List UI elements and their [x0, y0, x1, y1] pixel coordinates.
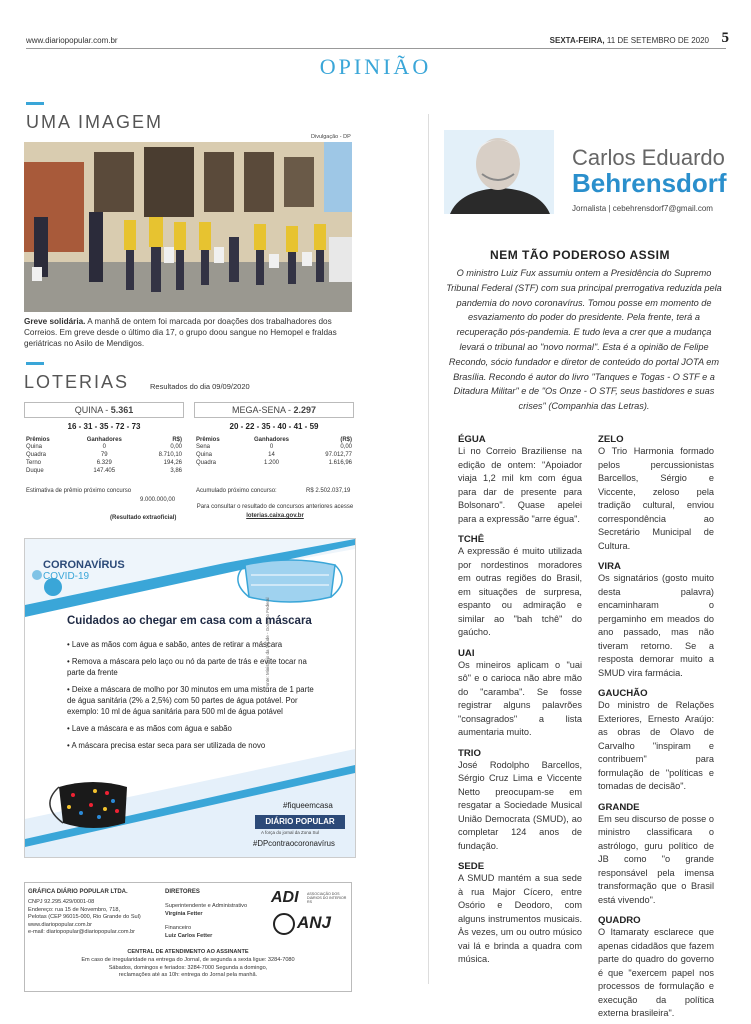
covid-heading: Cuidados ao chegar em casa com a máscara	[67, 615, 312, 627]
header-rule	[26, 48, 726, 49]
note-body: Do ministro de Relações Exteriores, Ernesto Araújo: as obras de Olavo de Carvalho "inspiram e contribuem" para formulação de "políticas e tomadas de decisão".	[598, 700, 714, 791]
note-heading: SEDE	[458, 861, 485, 872]
note	[458, 748, 582, 854]
result-note: (Resultado extraoficial)	[110, 515, 177, 521]
cell: 3,86	[170, 468, 182, 474]
page-number: 5	[721, 30, 729, 46]
quina-estimate-label: Estimativa de prêmio próximo concurso	[26, 488, 132, 494]
note-body: Os mineiros aplicam o "uai sô" e o carioca não abre mão do "caramba". Se fosse registrar alguns palavrões "consagrados" a lista aumentaria muito.	[458, 659, 582, 737]
lot-accent	[26, 362, 44, 365]
cell: 0,00	[340, 444, 352, 450]
author-first-name: Carlos Eduardo	[572, 145, 725, 170]
notes-left	[458, 434, 582, 967]
note	[598, 561, 714, 680]
author-last-name: Behrensdorf	[572, 168, 727, 198]
note-body: Os signatários (gosto muito desta palavra) encaminharam o pergaminho em meados do ano passado, mas não tiveram retorno. Se a resposta demorar muito a SMUD vira farmácia.	[598, 573, 714, 678]
site-url: www.diariopopular.com.br	[26, 36, 118, 45]
cell: Quadra	[196, 460, 217, 466]
cell: Terno	[26, 460, 42, 466]
note-heading: TRIO	[458, 747, 481, 759]
detail-line: Endereço: rua 15 de Novembro, 718,	[28, 906, 121, 913]
note	[458, 861, 582, 967]
item-text: Lave as mãos com água e sabão, antes de retirar a máscara	[71, 640, 283, 649]
cell: Sena	[196, 444, 211, 450]
note-heading: GAUCHÃO	[598, 688, 648, 699]
note-body: A expressão é muito utilizada por nordestinos moradores em outras regiões do Brasil, em situações de surpresa, espanto ou admiração e similar ao "bah tchê" do gaúcho.	[458, 546, 582, 637]
weekday: SEXTA-FEIRA,	[549, 36, 605, 45]
consult-label: Para consultar o resultado de concursos anteriores acesse	[196, 504, 354, 510]
quina-label: QUINA -	[74, 405, 111, 415]
note-body: A SMUD mantém a sua sede à rua Major Cícero, entre Osório e Deodoro, com alguns instrumentos musicais. Às vezes, um ou outro músico vai lá e brinda a quadra com música.	[458, 873, 582, 964]
item-text: A máscara precisa estar seca para ser utilizada de novo	[71, 741, 266, 750]
note-heading: VIRA	[598, 561, 621, 572]
item-text: Deixe a máscara de molho por 30 minutos em uma mistura de 1 parte de água sanitária (2% a 2,5%) com 50 partes de água potável. Por exemplo: 10 ml de água sanitária para 500 ml de água potável	[67, 685, 314, 716]
photo-credit: Divulgação - DP	[311, 134, 351, 140]
covid-ad	[24, 538, 356, 858]
detail-line: Pelotas (CEP 96015-000, Rio Grande do Sul)	[28, 914, 141, 921]
covid-brand: CORONAVÍRUS	[43, 559, 125, 571]
author-contact: Jornalista | cebehrensdorf7@gmail.com	[572, 204, 713, 213]
cell: Quina	[196, 452, 213, 458]
note	[598, 688, 714, 794]
photo-caption	[24, 316, 354, 349]
mega-header	[194, 402, 354, 418]
dp-logo-sub: A força do jornal da Zona Sul	[261, 830, 320, 835]
notes-right	[598, 434, 714, 1021]
service-line: Sábados, domingos e feriados: 3284-7000 Segunda a domingo,	[108, 964, 268, 971]
cell: Quadra	[26, 452, 47, 458]
note	[598, 434, 714, 553]
cell: 97.012,77	[325, 452, 352, 458]
mega-contest: 2.297	[293, 405, 317, 415]
list-item: • Lave a máscara e as mãos com água e sabão	[67, 724, 232, 733]
col-head: (R$)	[340, 437, 352, 443]
note-body: Em seu discurso de posse o ministro classificara o astrólogo, guru político de JB como "o grande responsável pela imensa transformação que o Brasil está vivendo".	[598, 813, 714, 905]
pattern-mask-icon	[33, 777, 143, 837]
cell: 1.200	[264, 460, 280, 466]
note-body: O Trio Harmonia formado pelos percussionistas Barcellos, Sérgio e Viccente, zeloso pela tradição cultural, enviou correspondência ao Secretário Municipal de Cultura.	[598, 446, 714, 551]
note-body: O Itamaraty esclarece que apenas cidadãos que fazem parte do quadro do governo é que "exercem papel nos processos de formulação e execução da política externa brasileira".	[598, 927, 714, 1018]
col-head: Prêmios	[26, 437, 50, 443]
note-body: José Rodolpho Barcellos, Sérgio Cruz Lima e Viccente Netto preocupam-se em resgatar a Sociedade Musical União Democrata (SMUD), ao completar 124 anos de fundação.	[458, 759, 582, 851]
caption-lead: Greve solidária.	[24, 317, 86, 326]
quina-header	[24, 402, 184, 418]
col-head: Prêmios	[196, 437, 220, 443]
column-lead: O ministro Luiz Fux assumiu ontem a Presidência do Supremo Tribunal Federal (STF) com sua principal prerrogativa reduzida pela pandemia do novo coronavírus. Tomou posse em momento de esvaziamento do poder do presidente. Pela frente, terá a recuperação pós-pandemia. E tudo leva a crer que a mudança levará o tribunal ao "novo normal". Esta é a opinião de Felipe Recondo, sócio fundador e diretor de conteúdo do portal JOTA em Brasília. Recondo é autor do livro "Tanques e Togas - O STF e a Ditadura Militar" e de "Os Onze - O STF, seus bastidores e suas crises" (Companhia das Letras).	[446, 268, 722, 412]
image-kicker: UMA IMAGEM	[26, 112, 164, 132]
directors-title: DIRETORES	[165, 889, 200, 895]
quina-table	[24, 437, 184, 475]
list-item: • Deixe a máscara de molho por 30 minutos em uma mistura de 1 parte de água sanitária (2% a 2,5%) com 50 partes de água potável. Por exemplo: 10 ml de água sanitária para 500 ml de água potável	[67, 685, 314, 716]
anj-logo: ANJ	[297, 913, 332, 932]
col-head: R$)	[172, 437, 182, 443]
mega-table	[194, 437, 354, 467]
cell: 0	[269, 444, 274, 450]
covid-source: Fonte: Ministério da Saúde - Governo Federal	[265, 597, 270, 689]
hashtag-dp: #DPcontraocoronavírus	[253, 839, 335, 848]
list-item: • Lave as mãos com água e sabão, antes de retirar a máscara	[67, 640, 283, 649]
cell: 194,26	[163, 460, 182, 466]
note-heading: ÉGUA	[458, 434, 486, 445]
col-head: Ganhadores	[254, 437, 290, 443]
section-title: OPINIÃO	[319, 54, 432, 79]
date-text: 11 DE SETEMBRO DE 2020	[606, 36, 709, 45]
column-divider	[428, 114, 429, 984]
item-text: Lave a máscara e as mãos com água e sabão	[71, 724, 232, 733]
issue-date	[550, 36, 709, 45]
detail-line: www.diariopopular.com.br	[28, 921, 93, 928]
mega-numbers: 20 - 22 - 35 - 40 - 41 - 59	[229, 422, 319, 431]
service-lines	[25, 957, 351, 980]
item-text: Remova a máscara pelo laço ou nó da parte de trás e evite tocar na parte da frente	[67, 657, 307, 677]
cell: 1.616,96	[328, 460, 352, 466]
news-photo	[24, 142, 352, 312]
note-heading: GRANDE	[598, 801, 640, 813]
note	[458, 648, 582, 740]
adi-sub: ASSOCIAÇÃO DOS DIÁRIOS DO INTERIOR RS	[307, 892, 347, 905]
consult-text	[196, 503, 354, 521]
note-heading: QUADRO	[598, 915, 641, 926]
consult-link[interactable]: loterias.caixa.gov.br	[246, 513, 304, 519]
cell: 0	[102, 444, 106, 450]
quina-contest: 5.361	[110, 405, 134, 415]
hashtag-stay-home: #fiqueemcasa	[283, 801, 333, 810]
dir1-role: Superintendente e Administrativo	[165, 903, 248, 909]
publisher-box	[24, 882, 352, 992]
cell: Quina	[26, 444, 43, 450]
quina-estimate-value: 9.000.000,00	[140, 497, 176, 503]
covid-brand-sub: COVID-19	[43, 571, 90, 582]
kicker-accent	[26, 102, 44, 105]
cell: 14	[268, 452, 275, 458]
list-item: • A máscara precisa estar seca para ser utilizada de novo	[67, 741, 266, 750]
anj-emblem-icon	[273, 913, 295, 935]
blue-mask-icon	[225, 553, 355, 609]
col-head: Ganhadores	[86, 437, 122, 443]
dir2-name: Luiz Carlos Fetter	[165, 933, 213, 939]
lottery-subtitle: Resultados do dia 09/09/2020	[150, 382, 250, 391]
mega-accum-value: R$ 2.502.037,19	[306, 488, 351, 494]
adi-logo: ADI	[271, 889, 299, 906]
lottery-title: LOTERIAS	[24, 372, 130, 392]
list-item: • Remova a máscara pelo laço ou nó da parte de trás e evite tocar na parte da frente	[67, 657, 307, 677]
note	[458, 534, 582, 640]
service-line: Em caso de irregularidade na entrega do Jornal, de segunda a sexta ligue: 3284-7080	[81, 957, 295, 963]
dp-logo: DIÁRIO POPULAR	[255, 815, 345, 829]
note	[458, 434, 582, 526]
note-heading: TCHÊ	[458, 534, 485, 545]
service-title: CENTRAL DE ATENDIMENTO AO ASSINANTE	[127, 949, 249, 955]
photo-illustration	[24, 142, 352, 312]
mega-label: MEGA-SENA -	[231, 405, 294, 415]
cell: 147.405	[93, 468, 116, 474]
company-name: GRÁFICA DIÁRIO POPULAR LTDA.	[28, 889, 128, 895]
note	[598, 915, 714, 1021]
detail-line: CNPJ 92.295.429/0001-08	[28, 899, 95, 905]
detail-line: e-mail: diariopopular@diariopopular.com.br	[28, 929, 136, 936]
cell: 6.329	[96, 460, 112, 466]
note-heading: UAI	[458, 647, 475, 659]
covid-list	[67, 639, 317, 751]
company-details	[28, 899, 141, 937]
caption-text: A manhã de ontem foi marcada por doações dos trabalhadores dos Correios. Em greve desde o último dia 17, o grupo doou sangue no Hemopel e fraldas geriátricas no Asilo de Mendigos.	[24, 317, 337, 348]
author-portrait	[450, 130, 550, 214]
quina-numbers: 16 - 31 - 35 - 72 - 73	[67, 422, 141, 431]
service-line: reclamações até as 10h: entrega do Jornal pela manhã.	[118, 972, 258, 979]
note-heading: ZELO	[598, 434, 624, 445]
cell: 79	[100, 452, 108, 458]
dir1-name: Virgínia Fetter	[165, 911, 203, 917]
cell: 8.710,10	[158, 452, 182, 458]
dir2-role: Financeiro	[165, 925, 192, 931]
note	[598, 802, 714, 908]
column-title: NEM TÃO PODEROSO ASSIM	[490, 248, 670, 262]
mega-accum-label: Acumulado próximo concurso:	[196, 488, 277, 494]
note-body: Li no Correio Braziliense na edição de ontem: "Apoiador viaja 1,2 mil km com égua para dar de presente para Bolsonaro". Quase apelei para a expressão "arre égua".	[458, 446, 582, 524]
cell: Duque	[26, 468, 44, 474]
cell: 0,00	[170, 444, 182, 450]
